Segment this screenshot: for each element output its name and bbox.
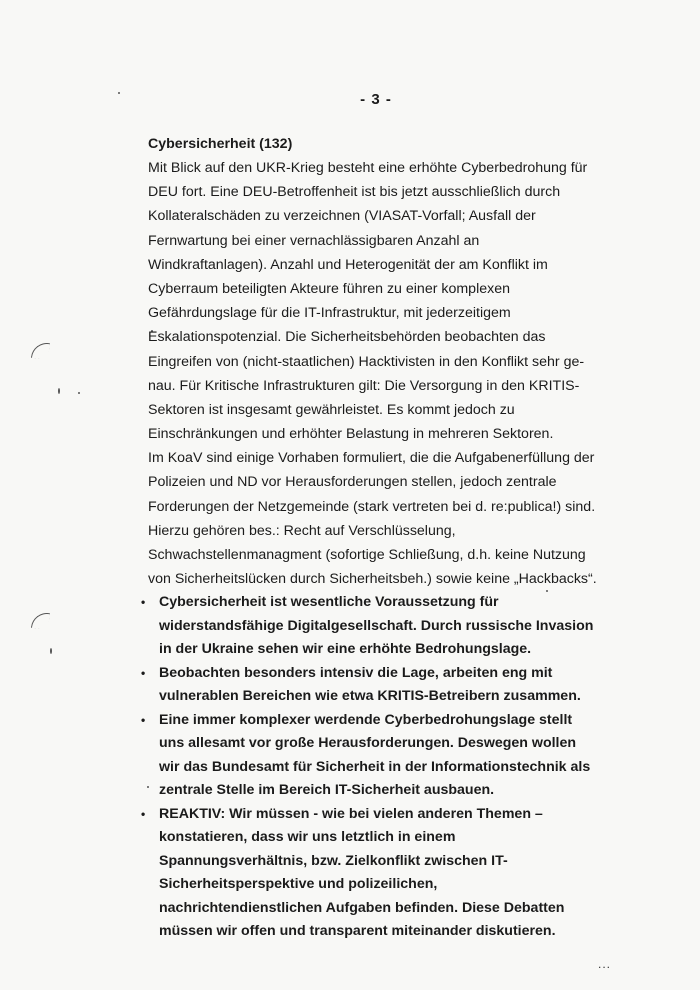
body-line: Fernwartung bei einer vernachlässigbaren Anzahl an — [148, 232, 480, 249]
body-line: Cyberraum beteiligten Akteure führen zu einer komplexen — [148, 280, 510, 297]
bullet-icon: • — [141, 806, 146, 821]
bullet-line: Eine immer komplexer werdende Cyberbedrohungslage stellt — [159, 711, 573, 728]
body-line: Kollateralschäden zu verzeichnen (VIASAT-Vorfall; Ausfall der — [148, 208, 536, 225]
bullet-icon: • — [141, 665, 146, 680]
bullet-icon: • — [141, 712, 146, 727]
bullet-line: in der Ukraine sehen wir eine erhöhte Bedrohungslage. — [159, 641, 532, 658]
body-line: Eingreifen von (nicht-staatlichen) Hacktivisten in den Konflikt sehr ge- — [148, 353, 585, 370]
body-line: Einschränkungen und erhöhter Belastung in mehreren Sektoren. — [148, 426, 554, 443]
body-line: nau. Für Kritische Infrastrukturen gilt: Die Versorgung in den KRITIS- — [148, 377, 580, 394]
footer-marks: ... — [598, 957, 612, 971]
bullet-line: uns allesamt vor große Herausforderungen. Deswegen wollen — [159, 735, 577, 752]
bullet-item — [141, 591, 594, 662]
bullet-item — [141, 709, 591, 803]
body-line: Forderungen der Netzgemeinde (stark vertreten bei d. re:publica!) sind. — [148, 498, 596, 515]
bullet-icon: • — [141, 595, 146, 610]
body-line: Polizeien und ND vor Herausforderungen stellen, jedoch zentrale — [148, 474, 557, 491]
bullet-item — [141, 803, 578, 944]
section-heading: Cybersicherheit (132) — [148, 136, 293, 152]
scan-speck — [50, 648, 52, 654]
bullet-line: REAKTIV: Wir müssen - wie bei vielen anderen Themen – — [159, 805, 543, 822]
bullet-line: Spannungsverhältnis, bzw. Zielkonflikt zwischen IT- — [159, 852, 508, 869]
bullet-line: Cybersicherheit ist wesentliche Voraussetzung für — [159, 594, 499, 611]
punch-hole-mark-bottom — [31, 611, 50, 630]
bullet-line: wir das Bundesamt für Sicherheit in der Informationstechnik als — [159, 758, 591, 775]
body-line: Im KoaV sind einige Vorhaben formuliert, die die Aufgabenerfüllung der — [148, 450, 595, 467]
body-line: Mit Blick auf den UKR-Krieg besteht eine erhöhte Cyberbedrohung für — [148, 160, 588, 176]
body-line: Gefährdungslage für die IT-Infrastruktur, mit jederzeitigem — [148, 305, 511, 322]
body-paragraph — [148, 156, 597, 591]
scan-speck — [78, 392, 80, 394]
punch-hole-mark-top — [31, 341, 50, 360]
bullet-line: Sicherheitsperspektive und polizeilichen, — [159, 876, 438, 893]
page-number: - 3 - — [360, 91, 392, 108]
bullet-line: zentrale Stelle im Bereich IT-Sicherheit ausbauen. — [159, 782, 495, 799]
body-line: Sektoren ist insgesamt gewährleistet. Es kommt jedoch zu — [148, 401, 515, 418]
bullet-line: konstatieren, dass wir uns letztlich in einem — [159, 829, 456, 846]
bullet-line: vulnerablen Bereichen wie etwa KRITIS-Betreibern zusammen. — [159, 688, 581, 705]
body-line: von Sicherheitslücken durch Sicherheitsbeh.) sowie keine „Hackbacks“. — [148, 571, 597, 588]
bullet-line: widerstandsfähige Digitalgesellschaft. Durch russische Invasion — [159, 617, 594, 634]
body-line: Windkraftanlagen). Anzahl und Heterogenität der am Konflikt im — [148, 256, 548, 273]
body-line: Eskalationspotenzial. Die Sicherheitsbehörden beobachten das — [148, 329, 546, 346]
body-line: Hierzu gehören bes.: Recht auf Verschlüsselung, — [148, 522, 456, 539]
bullet-item — [141, 662, 581, 709]
bullet-line: Beobachten besonders intensiv die Lage, arbeiten eng mit — [159, 664, 553, 681]
body-line: DEU fort. Eine DEU-Betroffenheit ist bis jetzt ausschließlich durch — [148, 184, 561, 201]
bullet-line: nachrichtendienstlichen Aufgaben befinden. Diese Debatten — [159, 899, 565, 916]
scan-speck — [58, 388, 60, 394]
bullet-list — [141, 591, 594, 944]
section-cybersicherheit — [141, 133, 597, 944]
body-line: Schwachstellenmanagment (sofortige Schließung, d.h. keine Nutzung — [148, 547, 586, 563]
bullet-line: müssen wir offen und transparent miteinander diskutieren. — [159, 923, 556, 940]
